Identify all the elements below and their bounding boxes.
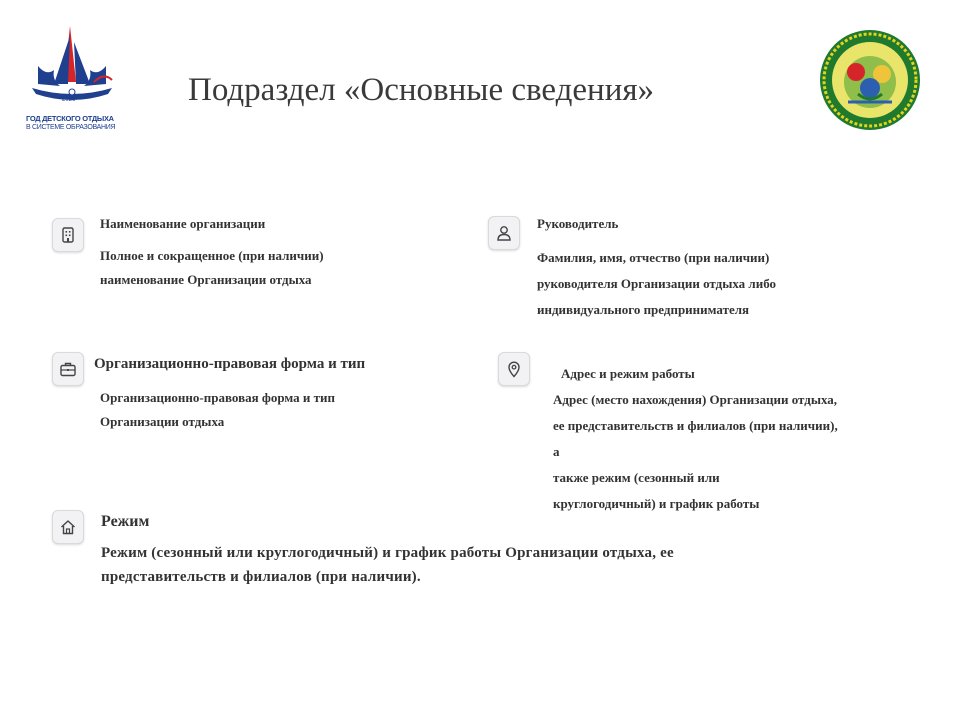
block-legal-heading: Организационно-правовая форма и тип (94, 356, 366, 372)
block-head-line-1: Фамилия, имя, отчество (при наличии) (537, 250, 770, 265)
page-title: Подраздел «Основные сведения» (188, 72, 655, 108)
person-icon (495, 224, 513, 242)
block-mode-heading: Режим (101, 513, 150, 530)
block-name-heading: Наименование организации (100, 216, 266, 231)
block-head-line-2: руководителя Организации отдыха либо (537, 276, 777, 291)
map-pin-icon-box (498, 352, 530, 386)
block-legal-line-1: Организационно-правовая форма и тип (100, 390, 336, 405)
block-address-line-3: а (553, 444, 560, 459)
wreath-emblem-icon (818, 28, 922, 132)
block-address-heading: Адрес и режим работы (561, 366, 695, 381)
block-address-line-4: также режим (сезонный или (553, 470, 720, 485)
map-pin-icon (505, 360, 523, 378)
briefcase-icon (59, 360, 77, 378)
logo-caption-line2: В СИСТЕМЕ ОБРАЗОВАНИЯ (26, 124, 116, 131)
briefcase-icon-box (52, 352, 84, 386)
left-logo (24, 22, 120, 138)
block-name-line-1: Полное и сокращенное (при наличии) (100, 248, 324, 263)
block-address-line-1: Адрес (место нахождения) Организации отдыха, (553, 392, 838, 407)
block-mode-line-2: представительств и филиалов (при наличии). (101, 569, 421, 585)
block-address-line-2: ее представительств и филиалов (при наличии), (553, 418, 838, 433)
block-head-heading: Руководитель (537, 216, 619, 231)
person-icon-box (488, 216, 520, 250)
block-address-line-5: круглогодичный) и график работы (553, 496, 760, 511)
right-logo (818, 28, 922, 132)
home-icon (59, 518, 77, 536)
block-mode-line-1: Режим (сезонный или круглогодичный) и график работы Организации отдыха, ее (101, 545, 674, 561)
block-legal-line-2: Организации отдыха (100, 414, 225, 429)
logo-year: 2026 (62, 97, 76, 103)
building-icon (59, 226, 77, 244)
building-icon-box (52, 218, 84, 252)
block-head-line-3: индивидуального предпринимателя (537, 302, 750, 317)
logo-caption-line1: ГОД ДЕТСКОГО ОТДЫХА (26, 114, 114, 123)
block-name-line-2: наименование Организации отдыха (100, 272, 312, 287)
home-icon-box (52, 510, 84, 544)
